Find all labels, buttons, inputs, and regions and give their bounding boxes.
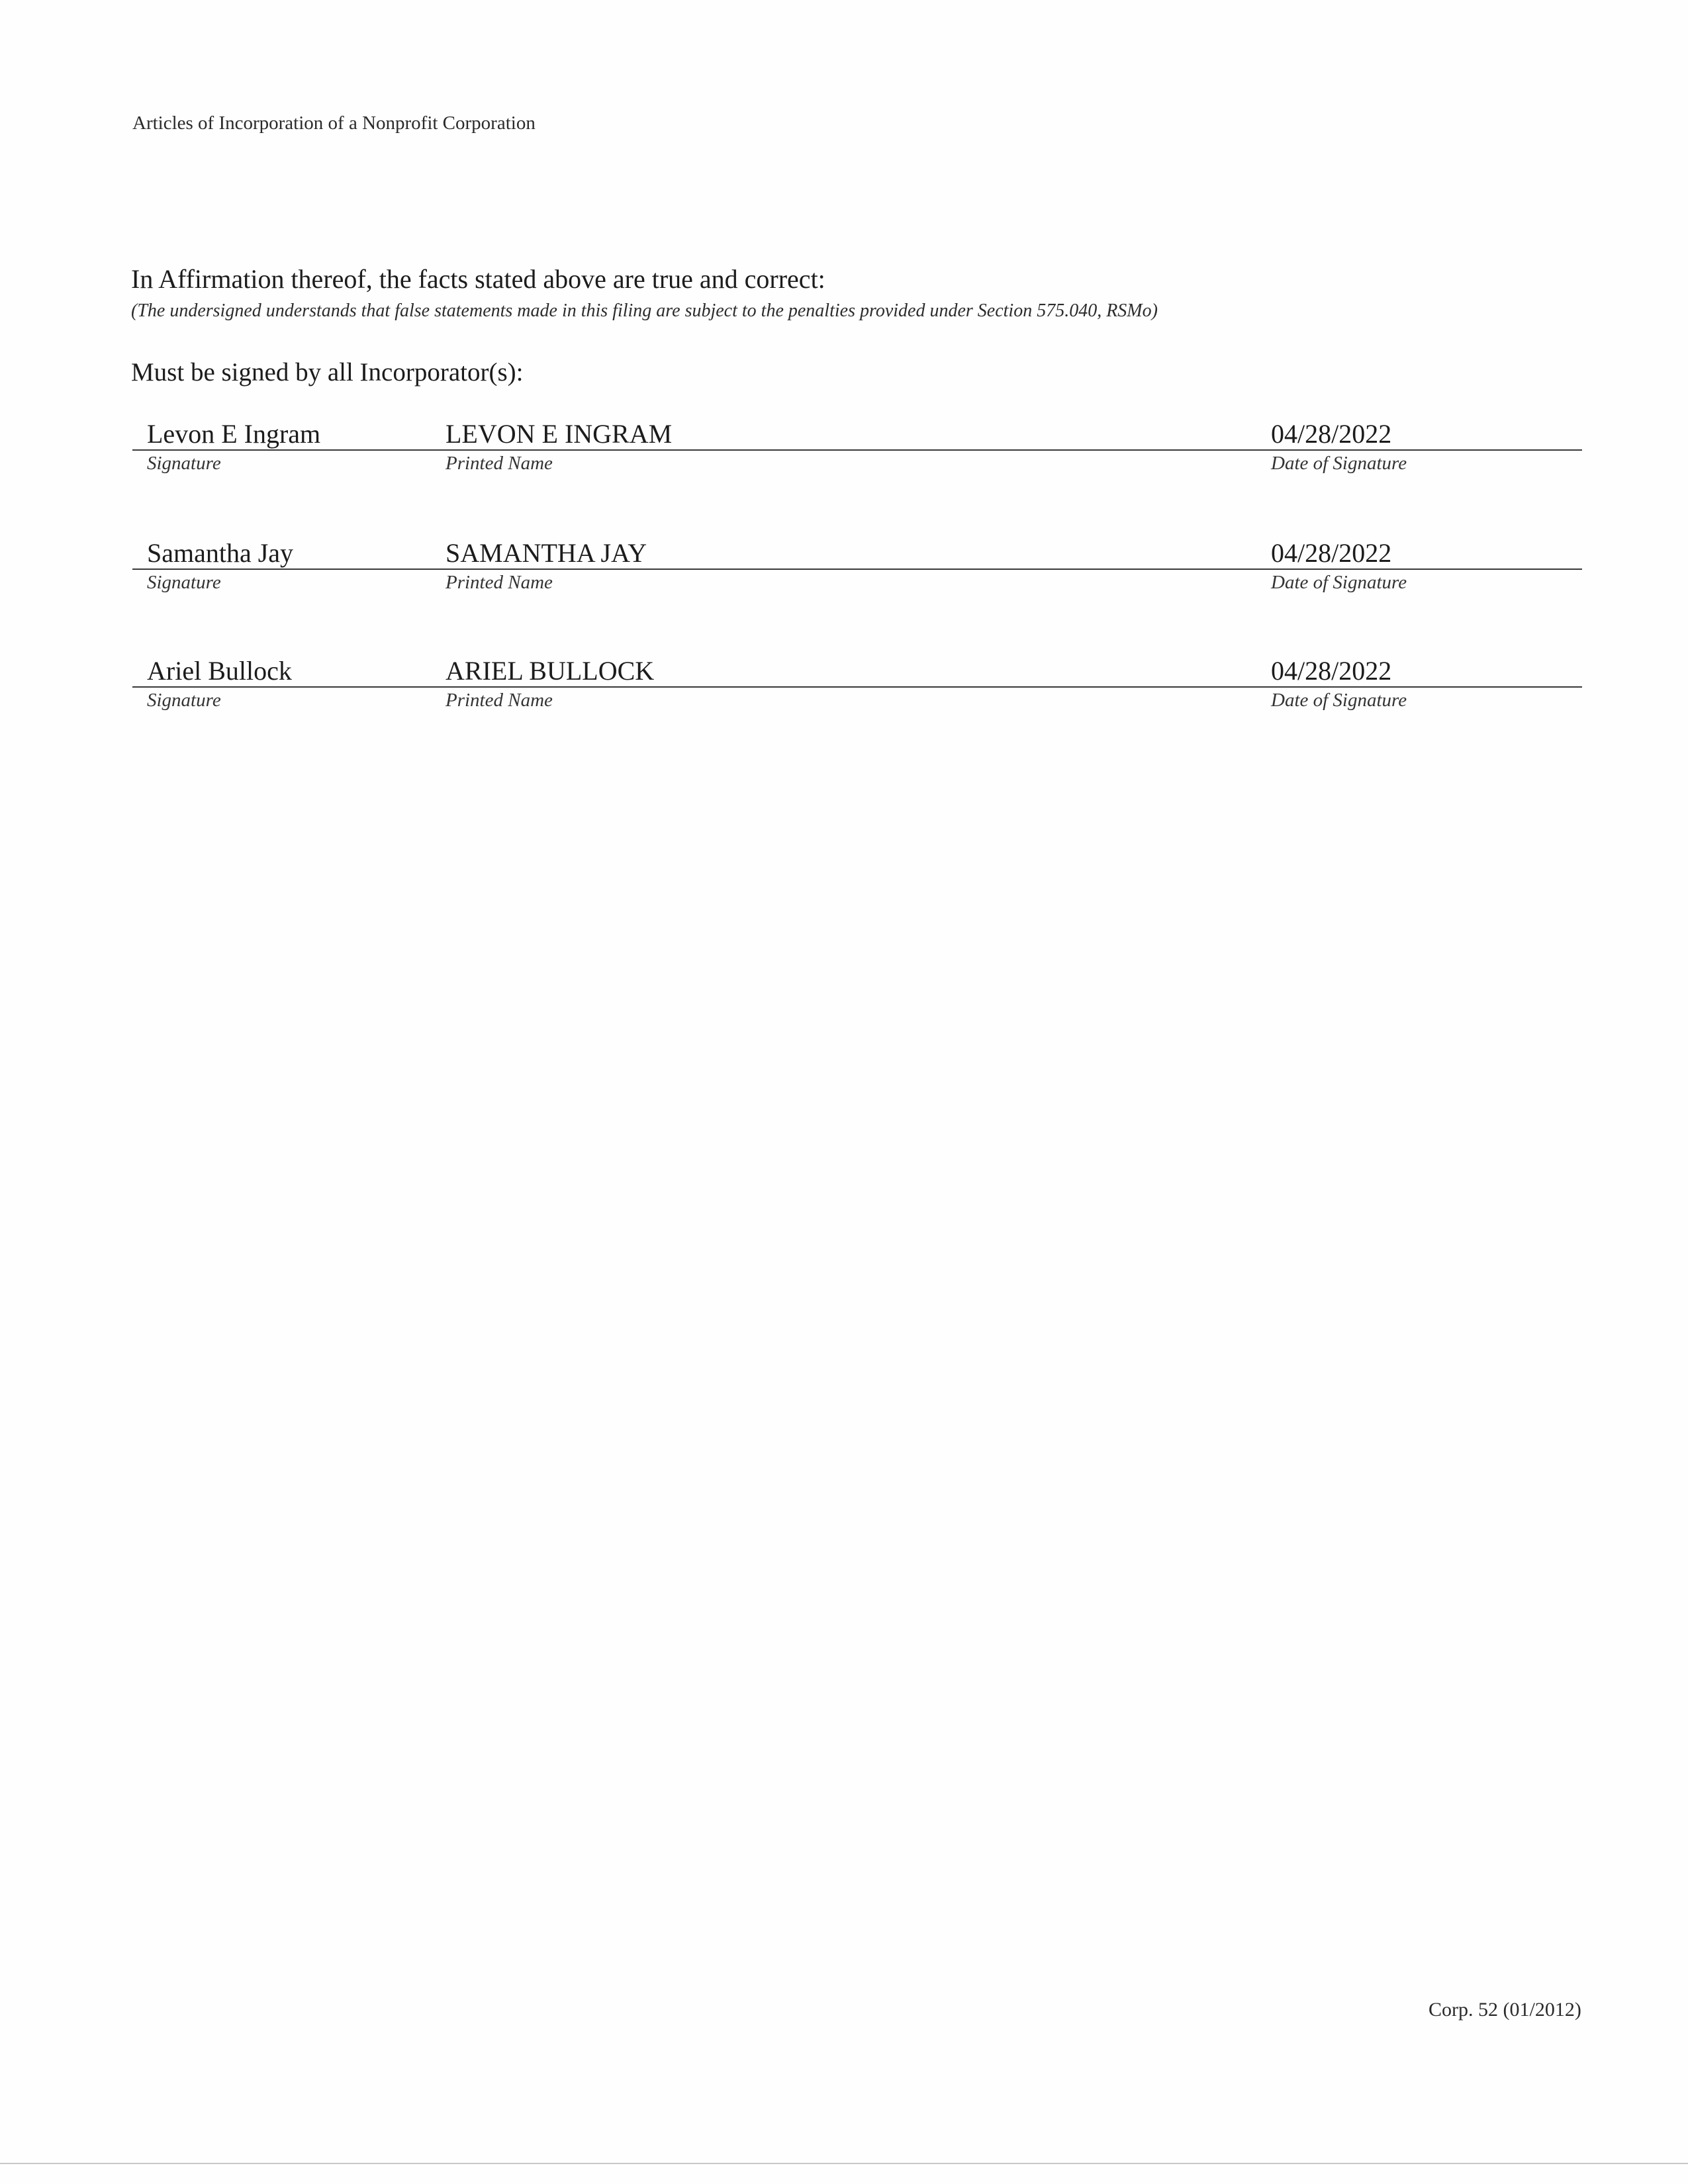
signature-caption: Signature — [147, 572, 221, 593]
signer-row — [132, 537, 1582, 597]
date-value: 04/28/2022 — [1271, 419, 1392, 449]
date-caption: Date of Signature — [1271, 690, 1407, 711]
date-caption: Date of Signature — [1271, 572, 1407, 593]
printed-name-value: ARIEL BULLOCK — [445, 656, 655, 686]
signature-value: Ariel Bullock — [147, 656, 292, 686]
printed-name-value: SAMANTHA JAY — [445, 538, 647, 568]
signature-value: Samantha Jay — [147, 538, 294, 568]
signature-line — [132, 569, 1582, 570]
printed-name-caption: Printed Name — [445, 453, 553, 474]
signer-row — [132, 655, 1582, 715]
scan-edge-line — [0, 2163, 1688, 2164]
printed-name-caption: Printed Name — [445, 690, 553, 711]
signature-value: Levon E Ingram — [147, 419, 321, 449]
document-header-title: Articles of Incorporation of a Nonprofit Corporation — [132, 113, 536, 134]
signers-heading: Must be signed by all Incorporator(s): — [131, 358, 524, 387]
signer-row — [132, 418, 1582, 478]
form-code: Corp. 52 (01/2012) — [1429, 1999, 1581, 2021]
penalty-note: (The undersigned understands that false statements made in this filing are subject to the penalties provided under Section 575.040, RSMo) — [131, 300, 1158, 321]
printed-name-value: LEVON E INGRAM — [445, 419, 673, 449]
signature-caption: Signature — [147, 690, 221, 711]
affirmation-statement: In Affirmation thereof, the facts stated above are true and correct: — [131, 264, 825, 294]
signature-line — [132, 449, 1582, 451]
date-value: 04/28/2022 — [1271, 538, 1392, 568]
date-caption: Date of Signature — [1271, 453, 1407, 474]
signature-caption: Signature — [147, 453, 221, 474]
signature-line — [132, 686, 1582, 688]
printed-name-caption: Printed Name — [445, 572, 553, 593]
date-value: 04/28/2022 — [1271, 656, 1392, 686]
